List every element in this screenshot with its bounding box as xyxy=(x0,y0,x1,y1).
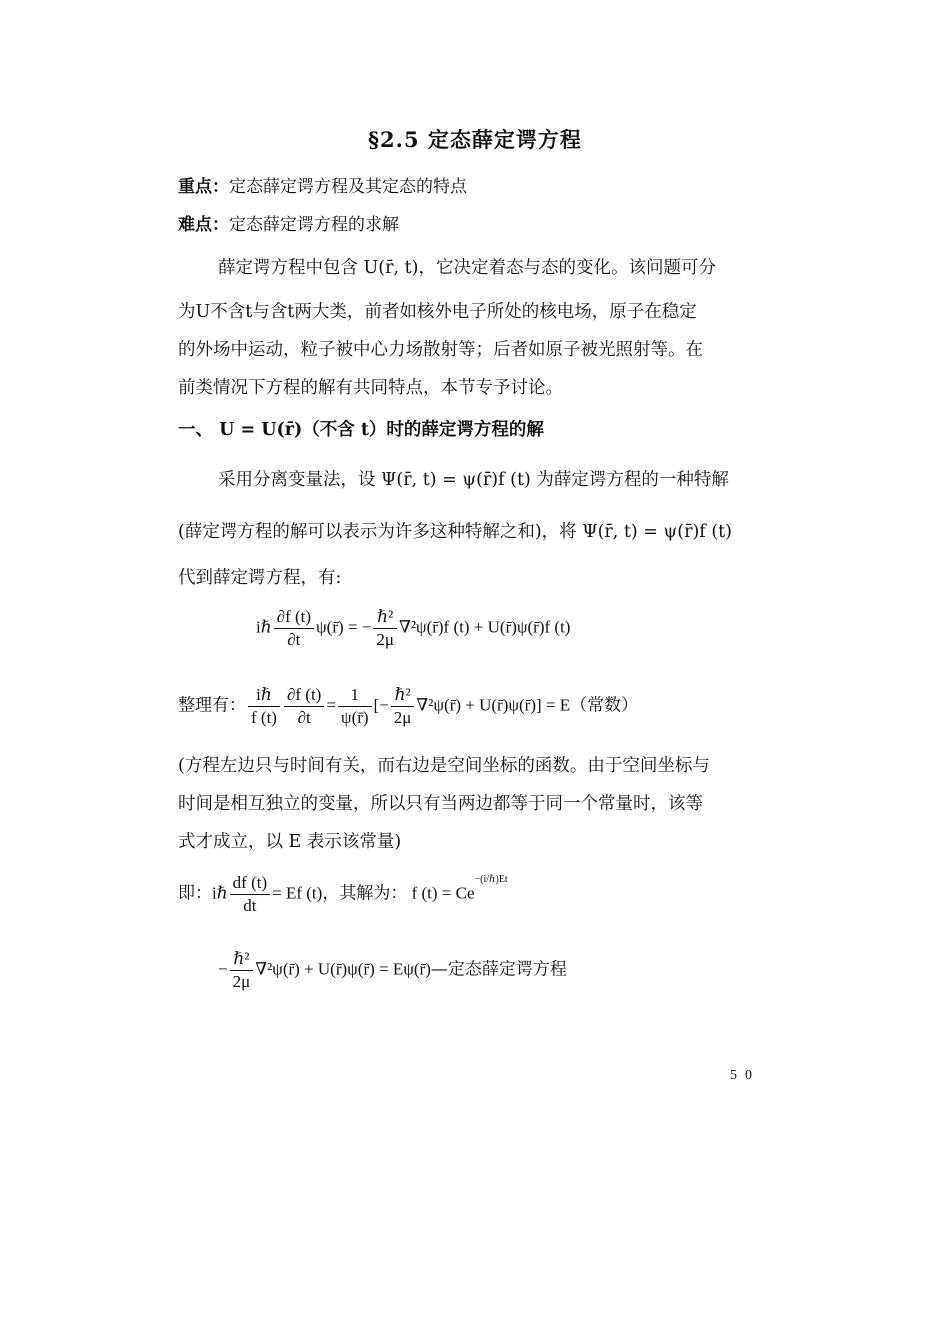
eq1-mid: ψ(r̄) = − xyxy=(316,617,372,637)
eq2-bracket: [− xyxy=(373,695,389,715)
separation-line-2: (薛定谔方程的解可以表示为许多这种特解之和)，将 Ψ(r̄, t) = ψ(r̄)f (t) xyxy=(178,522,732,542)
equation-1 xyxy=(256,606,570,651)
eq3-label: 即： xyxy=(178,883,212,904)
page-number: 50 xyxy=(730,1068,760,1083)
eq2-label: 整理有： xyxy=(178,695,246,716)
eq2-fraction-4 xyxy=(391,684,415,729)
explanation-line-2: 时间是相互独立的变量，所以只有当两边都等于同一个常量时，该等 xyxy=(178,794,703,814)
eq4-prefix: − xyxy=(218,959,228,979)
eq1-fraction-2 xyxy=(373,606,397,651)
eq2-numerator-1: iℏ xyxy=(248,684,280,707)
eq2-fraction-3 xyxy=(338,684,372,729)
intro-line-4: 前类情况下方程的解有共同特点，本节专予讨论。 xyxy=(178,378,563,398)
eq1-rest: ∇²ψ(r̄)f (t) + U(r̄)ψ(r̄)f (t) xyxy=(398,617,571,637)
eq1-prefix: iℏ xyxy=(256,617,272,637)
eq2-denominator-1: f (t) xyxy=(251,708,277,727)
section-heading: 一、 U = U(r̄)（不含 t）时的薛定谔方程的解 xyxy=(178,420,544,440)
equation-2 xyxy=(178,684,638,729)
eq4-numerator: ℏ² xyxy=(230,948,254,971)
eq2-fraction-2 xyxy=(284,684,324,729)
eq2-denominator-3: ψ(r̄) xyxy=(340,708,369,727)
eq3-solution: f (t) = Ce xyxy=(411,883,475,903)
key-points xyxy=(178,172,467,197)
key-points-label: 重点： xyxy=(178,177,229,197)
eq3-prefix: iℏ xyxy=(212,883,228,903)
eq2-fraction-1 xyxy=(248,684,280,729)
difficulties-label: 难点： xyxy=(178,215,229,235)
separation-line-1: 采用分离变量法，设 Ψ(r̄, t) = ψ(r̄)f (t) 为薛定谔方程的一种特解 xyxy=(218,470,729,490)
eq2-denominator-4: 2μ xyxy=(393,708,412,727)
eq2-numerator-4: ℏ² xyxy=(391,684,415,707)
eq3-fraction xyxy=(230,872,270,917)
separation-line-3: 代到薛定谔方程，有: xyxy=(178,568,342,588)
eq3-exponent: −(i/ℏ)Et xyxy=(474,873,508,885)
eq2-rest: ∇²ψ(r̄) + U(r̄)ψ(r̄)] = E（常数） xyxy=(416,695,639,715)
difficulties-text: 定态薛定谔方程的求解 xyxy=(229,215,399,235)
eq4-suffix: —定态薛定谔方程 xyxy=(430,959,567,980)
equation-4 xyxy=(218,948,567,993)
eq4-denominator: 2μ xyxy=(232,972,251,991)
intro-line-2: 为U不含t与含t两大类，前者如核外电子所处的核电场，原子在稳定 xyxy=(178,302,697,322)
eq3-mid: = Ef (t)，其解为： xyxy=(272,883,408,903)
eq1-numerator: ∂f (t) xyxy=(274,606,314,629)
intro-line-1: 薛定谔方程中包含 U(r̄, t)，它决定着态与态的变化。该问题可分 xyxy=(218,258,716,278)
page-title: §2.5 定态薛定谔方程 xyxy=(368,127,582,152)
eq1-numerator-2: ℏ² xyxy=(373,606,397,629)
eq2-denominator-2: ∂t xyxy=(297,708,311,727)
eq3-numerator: df (t) xyxy=(230,872,270,895)
key-points-text: 定态薛定谔方程及其定态的特点 xyxy=(229,177,467,197)
eq3-denominator: dt xyxy=(243,896,257,915)
eq2-numerator-3: 1 xyxy=(338,684,372,707)
explanation-line-3: 式才成立，以 E 表示该常量) xyxy=(178,832,402,852)
eq2-numerator-2: ∂f (t) xyxy=(284,684,324,707)
eq4-fraction xyxy=(230,948,254,993)
equation-3 xyxy=(178,872,508,917)
explanation-line-1: (方程左边只与时间有关，而右边是空间坐标的函数。由于空间坐标与 xyxy=(178,756,710,776)
eq2-equals: = xyxy=(326,695,336,715)
difficulties xyxy=(178,210,399,235)
eq4-rest: ∇²ψ(r̄) + U(r̄)ψ(r̄) = Eψ(r̄) xyxy=(255,959,431,979)
eq1-denominator: ∂t xyxy=(287,630,301,649)
intro-line-3: 的外场中运动，粒子被中心力场散射等；后者如原子被光照射等。在 xyxy=(178,340,703,360)
eq1-fraction xyxy=(274,606,314,651)
eq1-denominator-2: 2μ xyxy=(376,630,394,649)
